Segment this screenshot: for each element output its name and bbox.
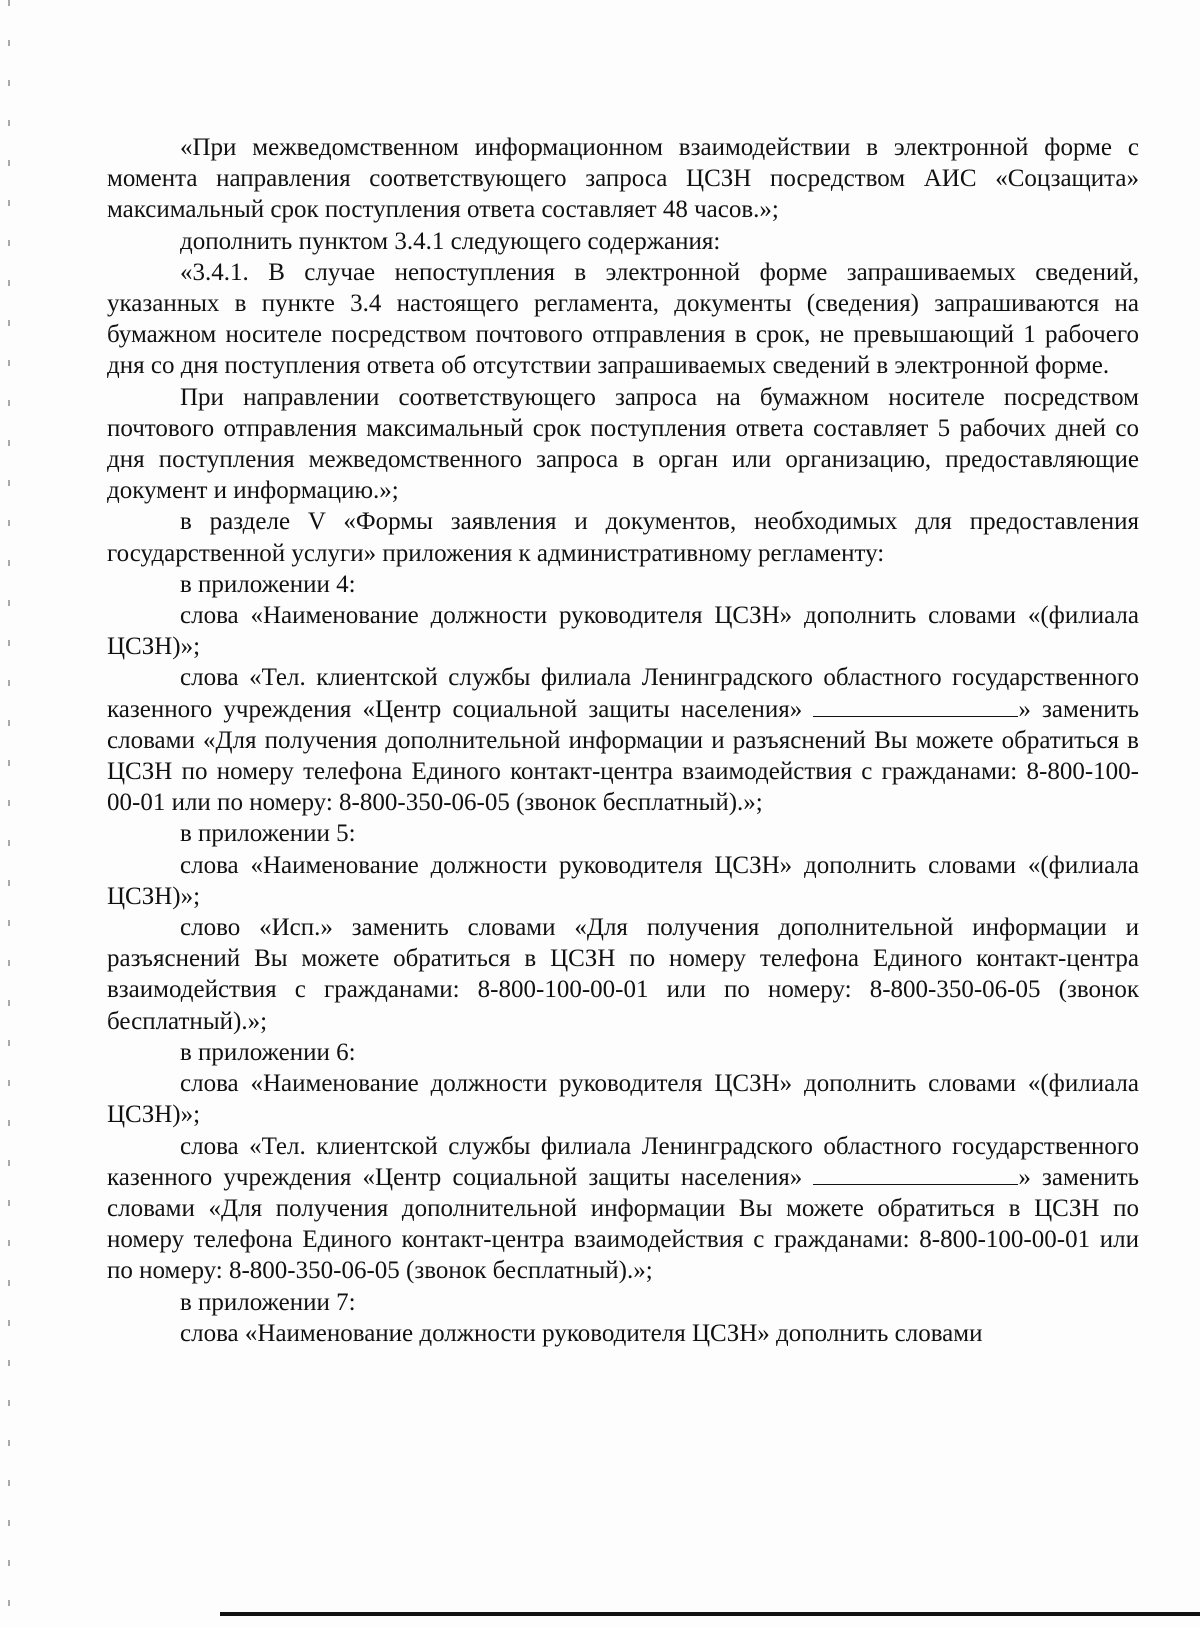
blank-line	[813, 1164, 1018, 1185]
paragraph-text: в приложении 6:	[180, 1038, 356, 1066]
paragraph	[107, 506, 1139, 568]
paragraph	[107, 1131, 1139, 1287]
paragraph-text: в приложении 5:	[180, 820, 356, 848]
paragraph	[107, 662, 1139, 818]
paragraph-text: слово «Исп.» заменить словами «Для получения дополнительной информации и разъяснений Вы можете обратиться в ЦСЗН по номеру телефона Единого контакт-центра взаимодействия с гражданами: 8-800-100-00-01 или по номеру: 8-800-350-06-05 (звонок бесплатный).»;	[107, 914, 1139, 1035]
paragraph-text: в приложении 4:	[180, 570, 356, 598]
paragraph	[107, 850, 1139, 912]
paragraph-text: слова «Наименование должности руководителя ЦСЗН» дополнить словами	[180, 1319, 983, 1347]
scan-edge-mark	[8, 0, 10, 1628]
paragraph-text: «При межведомственном информационном взаимодействии в электронной форме с момента направления соответствующего запроса ЦСЗН посредством АИС «Соцзащита» максимальный срок поступления ответа составляет 48 часов.»;	[107, 134, 1139, 224]
paragraph-text: При направлении соответствующего запроса на бумажном носителе посредством почтового отправления максимальный срок поступления ответа составляет 5 рабочих дней со дня поступления межведомственного запроса в орган или организацию, предоставляющие документ и информацию.»;	[107, 383, 1139, 505]
paragraph	[107, 1068, 1139, 1130]
paragraph-text: слова «Тел. клиентской службы филиала Ленинградского областного государственного казенного учреждения «Центр социальной защиты населения»	[107, 664, 1139, 723]
paragraph	[107, 1037, 1139, 1068]
paragraph-text: слова «Наименование должности руководителя ЦСЗН» дополнить словами «(филиала ЦСЗН)»;	[107, 602, 1139, 661]
paragraph	[107, 257, 1139, 382]
document-body	[107, 132, 1139, 1349]
paragraph-text: слова «Наименование должности руководителя ЦСЗН» дополнить словами «(филиала ЦСЗН)»;	[107, 1070, 1139, 1129]
paragraph	[107, 569, 1139, 600]
paragraph-text: в приложении 7:	[180, 1288, 356, 1316]
paragraph	[107, 132, 1139, 226]
paragraph	[107, 1287, 1139, 1318]
paragraph	[107, 382, 1139, 507]
paragraph-text-continued: » заменить словами «Для получения дополнительной информации Вы можете обратиться в ЦСЗН по номеру телефона Единого контакт-центра взаимодействия с гражданами: 8-800-100-00-01 или по номеру: 8-800-350-06-05 (звонок бесплатный).»;	[107, 1163, 1139, 1285]
paragraph	[107, 600, 1139, 662]
paragraph-text-continued: » заменить словами «Для получения дополнительной информации и разъяснений Вы можете обратиться в ЦСЗН по номеру телефона Единого контакт-центра взаимодействия с гражданами: 8-800-100-00-01 или по номеру: 8-800-350-06-05 (звонок бесплатный).»;	[107, 695, 1139, 817]
paragraph	[107, 818, 1139, 849]
scan-bottom-line	[220, 1612, 1200, 1616]
paragraph-text: слова «Тел. клиентской службы филиала Ленинградского областного государственного казенного учреждения «Центр социальной защиты населения»	[107, 1132, 1139, 1191]
paragraph-text: слова «Наименование должности руководителя ЦСЗН» дополнить словами «(филиала ЦСЗН)»;	[107, 851, 1139, 910]
paragraph-text: в разделе V «Формы заявления и документов, необходимых для предоставления государственной услуги» приложения к административному регламенту:	[107, 508, 1139, 567]
paragraph-text: «3.4.1. В случае непоступления в электронной форме запрашиваемых сведений, указанных в пункте 3.4 настоящего регламента, документы (сведения) запрашиваются на бумажном носителе посредством почтового отправления в срок, не превышающий 1 рабочего дня со дня поступления ответа об отсутствии запрашиваемых сведений в электронной форме.	[107, 258, 1139, 380]
paragraph-text: дополнить пунктом 3.4.1 следующего содержания:	[180, 227, 721, 255]
blank-line	[813, 696, 1018, 717]
paragraph	[107, 226, 1139, 257]
paragraph	[107, 1318, 1139, 1349]
paragraph	[107, 912, 1139, 1037]
